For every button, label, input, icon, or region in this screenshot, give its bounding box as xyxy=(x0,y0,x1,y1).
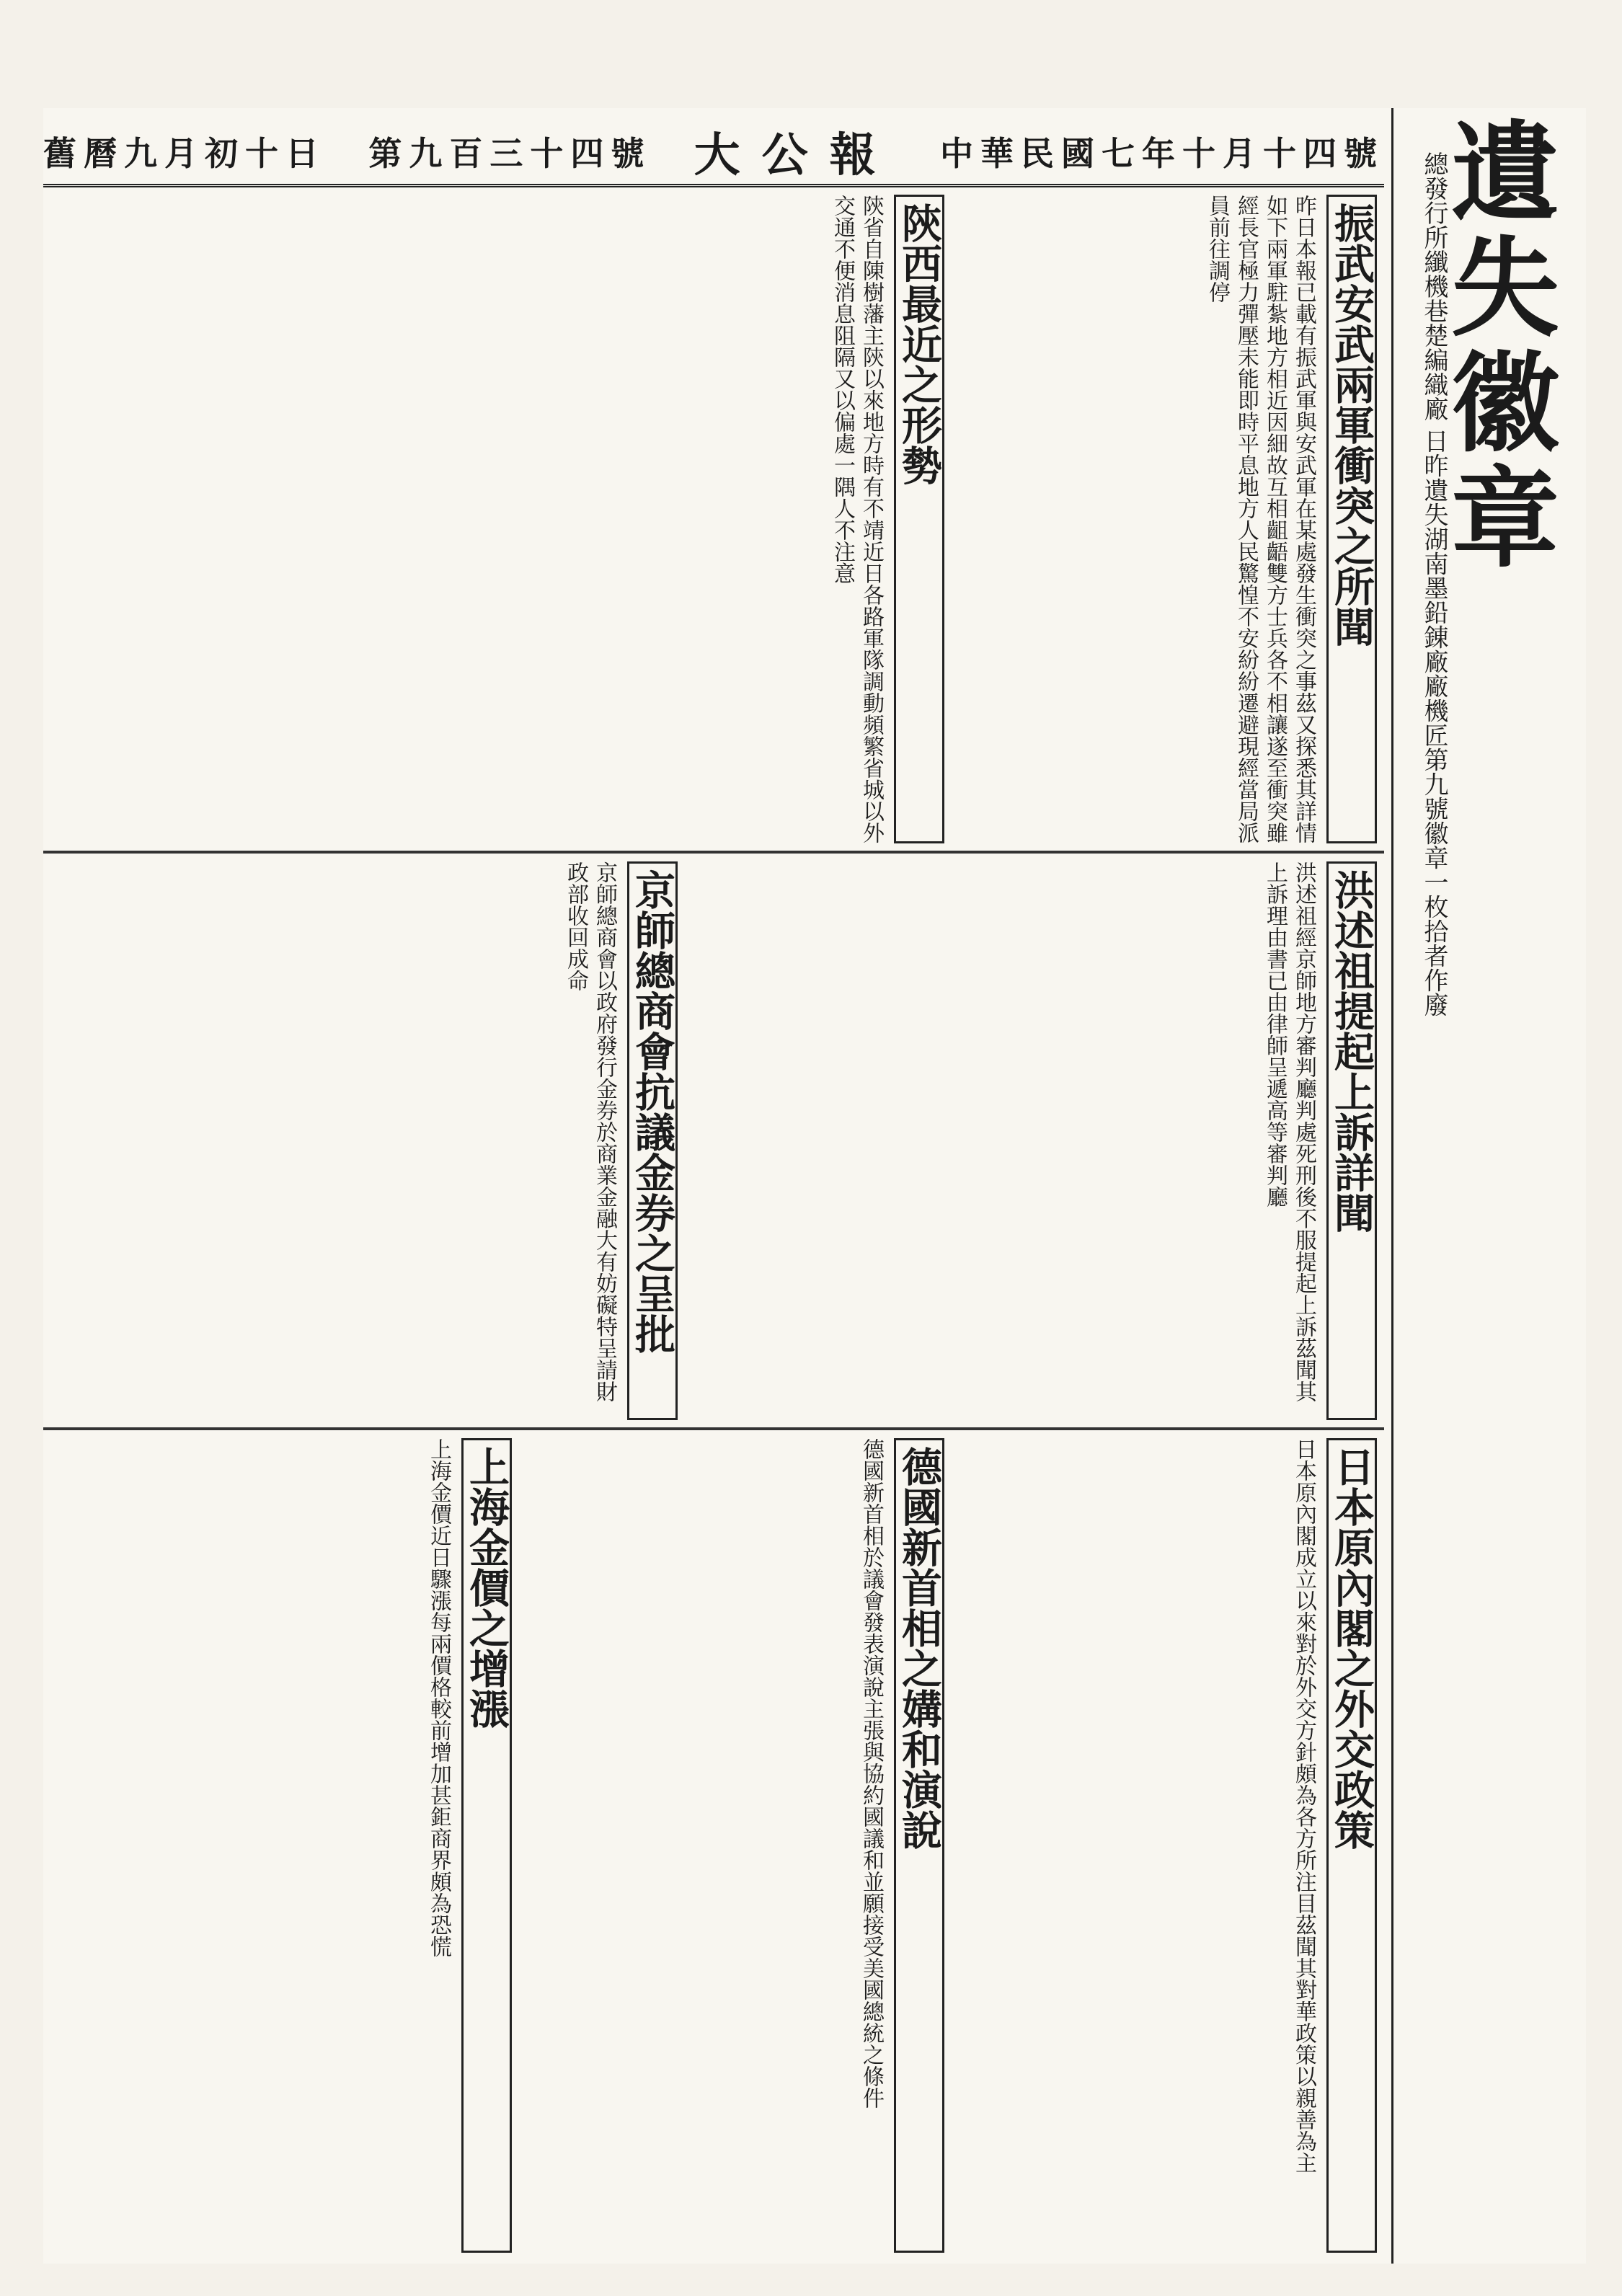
article-2-text: 陝省自陳樹藩主陝以來地方時有不靖近日各路軍隊調動頻繁省城以外交通不便消息阻隔又以偏處一隅人不注意 xyxy=(830,195,884,843)
article-6-headline: 日本原內閣之外交政策 xyxy=(1326,1438,1377,2253)
article-3-headline: 洪述祖提起上訴詳聞 xyxy=(1326,861,1377,1420)
article-5 xyxy=(50,1438,512,2253)
article-1-text: 昨日本報已載有振武軍與安武軍在某處發生衝突之事茲又探悉其詳情如下兩軍駐紮地方相近因細故互相齟齬雙方士兵各不相讓遂至衝突雖經長官極力彈壓未能即時平息地方人民驚惶不安紛紛遷避現經當局派員前往調停 xyxy=(1205,195,1316,843)
article-5-headline: 上海金價之增漲 xyxy=(461,1438,512,2253)
notice-title: 遺失徽章 xyxy=(1432,115,1559,577)
article-1-headline: 振武安武兩軍衝突之所聞 xyxy=(1326,195,1377,843)
article-7 xyxy=(526,1438,944,2253)
masthead xyxy=(43,119,1384,187)
article-3-text: 洪述祖經京師地方審判廳判處死刑後不服提起上訴茲聞其上訴理由書已由律師呈遞高等審判廳 xyxy=(1262,861,1316,1402)
article-4-headline: 京師總商會抗議金券之呈批 xyxy=(627,861,678,1420)
masthead-date-left: 中華民國七年十月十四號 xyxy=(939,134,1384,173)
section-divider-2 xyxy=(43,1427,1384,1430)
article-7-headline: 德國新首相之媾和演說 xyxy=(894,1438,944,2253)
article-6 xyxy=(959,1438,1377,2253)
article-2 xyxy=(50,195,944,843)
lost-badge-notice xyxy=(1391,108,1588,2264)
article-4 xyxy=(50,861,678,1420)
section-divider-1 xyxy=(43,851,1384,854)
masthead-title: 大公報 xyxy=(693,128,898,182)
article-1 xyxy=(959,195,1377,843)
masthead-date-right: 舊曆九月初十日 xyxy=(43,134,326,173)
article-7-text: 德國新首相於議會發表演說主張與協約國議和並願接受美國總統之條件 xyxy=(859,1438,884,2109)
article-6-text: 日本原內閣成立以來對於外交方針頗為各方所注目茲聞其對華政策以親善為主 xyxy=(1291,1438,1316,2173)
notice-body: 總發行所纖機巷楚編織廠 日昨遺失湖南墨鉛錬廠廠機匠第九號徽章一枚拾者作廢 xyxy=(1419,151,1448,1017)
article-2-headline: 陝西最近之形勢 xyxy=(894,195,944,843)
article-3 xyxy=(692,861,1377,1420)
masthead-issue-number: 第九百三十四號 xyxy=(368,134,652,173)
article-4-text: 京師總商會以政府發行金券於商業金融大有妨礙特呈請財政部收回成命 xyxy=(563,861,617,1402)
article-5-text: 上海金價近日驟漲每兩價格較前增加甚鉅商界頗為恐慌 xyxy=(426,1438,451,1957)
